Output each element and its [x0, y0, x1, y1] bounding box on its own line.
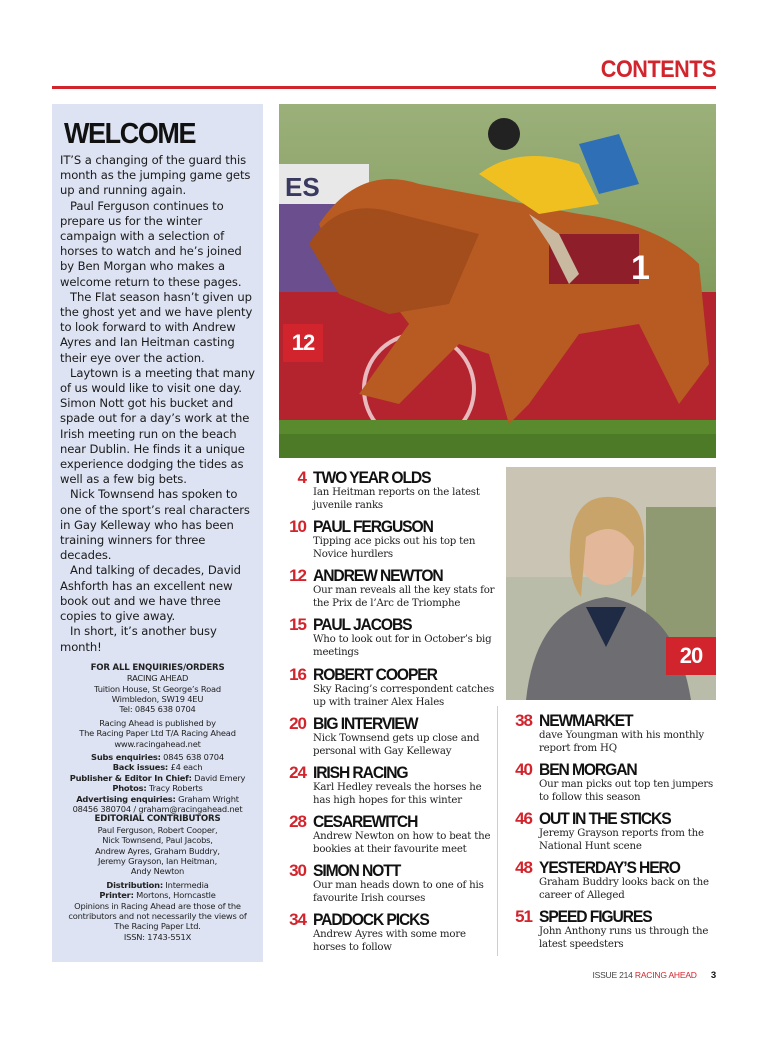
publication-info	[60, 663, 255, 943]
welcome-paragraph: Nick Townsend has spoken to one of the sport’s real characters in Gay Kelleway who has been training winners for three decades.	[60, 487, 250, 563]
toc-description: Sky Racing’s correspondent catches up with trainer Alex Hales	[313, 684, 494, 708]
welcome-paragraph: And talking of decades, David Ashforth has an excellent new book out and we have three copies to give away.	[60, 563, 241, 624]
disclaimer-line: The Racing Paper Ltd.	[114, 921, 201, 932]
enquiries-heading: FOR ALL ENQUIRIES/ORDERS	[90, 662, 225, 673]
toc-description: dave Youngman with his monthly report from HQ	[539, 730, 704, 754]
welcome-body	[60, 153, 255, 655]
toc-page-number: 16	[289, 665, 306, 684]
saddle-cloth-number: 1	[631, 249, 650, 287]
toc-description: Who to look out for in October’s big meetings	[313, 634, 492, 658]
page-footer	[592, 970, 716, 981]
photos-line: Photos: Tracy Roberts	[112, 783, 203, 794]
toc-item[interactable]	[502, 761, 714, 804]
hero-page-badge: 12	[283, 324, 323, 362]
toc-title: IRISH RACING	[313, 763, 408, 782]
toc-description: Andrew Ayres with some more horses to follow	[313, 929, 466, 953]
toc-title: ROBERT COOPER	[313, 665, 437, 684]
hero-racing-photo	[279, 104, 716, 458]
toc-page-number: 15	[289, 615, 306, 634]
toc-item[interactable]	[276, 813, 498, 856]
toc-description: Our man picks out top ten jumpers to follow this season	[539, 779, 714, 803]
editor-line: Publisher & Editor In Chief: David Emery	[69, 772, 246, 783]
toc-description: Our man reveals all the key stats for the Prix de l’Arc de Triomphe	[313, 585, 495, 609]
toc-page-number: 40	[515, 760, 532, 779]
toc-title: PADDOCK PICKS	[313, 910, 429, 929]
toc-page-number: 12	[289, 566, 306, 585]
page-number: 3	[710, 970, 716, 981]
toc-title: PAUL FERGUSON	[313, 517, 433, 536]
toc-item[interactable]	[502, 712, 714, 755]
toc-title: BIG INTERVIEW	[313, 714, 418, 733]
toc-page-number: 46	[515, 809, 532, 828]
toc-item[interactable]	[276, 715, 498, 758]
toc-page-number: 4	[297, 468, 306, 487]
welcome-sidebar	[52, 104, 263, 962]
contributors-heading: EDITORIAL CONTRIBUTORS	[94, 814, 221, 825]
toc-description: Our man heads down to one of his favourite Irish courses	[313, 880, 484, 904]
toc-description: John Anthony runs us through the latest speedsters	[539, 926, 709, 950]
welcome-paragraph: In short, it’s another busy month!	[60, 624, 217, 654]
welcome-paragraph: The Flat season hasn’t given up the ghost yet and we have plenty to look forward to with Andrew Ayres and Ian Heitman casting their eye over the action.	[60, 289, 253, 365]
toc-item[interactable]	[276, 469, 498, 512]
toc-title: NEWMARKET	[539, 711, 633, 730]
toc-page-number: 10	[289, 517, 306, 536]
contributors-line: Nick Townsend, Paul Jacobs,	[102, 835, 213, 846]
portrait-photo	[506, 467, 716, 700]
address-line: Tuition House, St George’s Road	[94, 683, 221, 694]
toc-title: SPEED FIGURES	[539, 907, 652, 926]
toc-page-number: 48	[515, 858, 532, 877]
welcome-paragraph: Laytown is a meeting that many of us would like to visit one day. Simon Nott got his bucket and spade out for a day’s work at the Irish meeting run on the beach near Dublin. He finds it a unique experience dodging the tides as well as a few big bets.	[60, 365, 255, 487]
portrait-page-badge: 20	[666, 637, 716, 675]
toc-description: Karl Hedley reveals the horses he has high hopes for this winter	[313, 782, 482, 806]
racing-illustration	[279, 104, 716, 458]
toc-page-number: 34	[289, 910, 306, 929]
advertising-line: Advertising enquiries: Graham Wright	[76, 793, 239, 804]
toc-title: TWO YEAR OLDS	[313, 468, 431, 487]
publisher-line: Racing Ahead is published by	[99, 717, 216, 728]
toc-page-number: 51	[515, 907, 532, 926]
disclaimer-line: Opinions in Racing Ahead are those of the	[74, 900, 241, 911]
subs-line: Subs enquiries: 0845 638 0704	[91, 751, 224, 762]
toc-title: BEN MORGAN	[539, 760, 637, 779]
toc-item[interactable]	[276, 862, 498, 905]
welcome-paragraph: IT’S a changing of the guard this month as the jumping game gets up and running again.	[60, 153, 251, 198]
issue-number: ISSUE 214	[592, 970, 633, 980]
welcome-title: WELCOME	[64, 118, 196, 150]
toc-title: YESTERDAY’S HERO	[539, 858, 680, 877]
toc-item[interactable]	[276, 764, 498, 807]
toc-item[interactable]	[276, 666, 498, 709]
welcome-paragraph: Paul Ferguson continues to prepare us for the winter campaign with a selection of horses to watch and he’s joined by Ben Morgan who makes a welcome return to these pages.	[60, 198, 242, 289]
toc-item[interactable]	[502, 908, 714, 951]
toc-description: Nick Townsend gets up close and personal with Gay Kelleway	[313, 733, 480, 757]
toc-description: Jeremy Grayson reports from the National Hunt scene	[539, 828, 704, 852]
banner-text: ES	[285, 172, 320, 202]
distribution-line: Distribution: Intermedia	[106, 879, 209, 890]
toc-title: SIMON NOTT	[313, 861, 401, 880]
telephone: Tel: 0845 638 0704	[119, 704, 196, 715]
toc-item[interactable]	[276, 567, 498, 610]
toc-item[interactable]	[276, 616, 498, 659]
toc-title: PAUL JACOBS	[313, 615, 412, 634]
page-title: CONTENTS	[600, 56, 716, 83]
contributors-line: Andrew Ayres, Graham Buddry,	[95, 845, 220, 856]
contributors-line: Andy Newton	[130, 866, 185, 877]
toc-description: Andrew Newton on how to beat the bookies at their favourite meet	[313, 831, 491, 855]
toc-item[interactable]	[502, 810, 714, 853]
disclaimer-line: contributors and not necessarily the views of	[68, 911, 247, 922]
toc-title: ANDREW NEWTON	[313, 566, 443, 585]
toc-page-number: 30	[289, 861, 306, 880]
advertising-contact: 08456 380704 / graham@racingahead.net	[72, 803, 243, 814]
contributors-line: Jeremy Grayson, Ian Heitman,	[97, 856, 218, 867]
toc-item[interactable]	[276, 518, 498, 561]
toc-page-number: 24	[289, 763, 306, 782]
company-name: RACING AHEAD	[126, 673, 189, 684]
toc-page-number: 38	[515, 711, 532, 730]
toc-item[interactable]	[502, 859, 714, 902]
toc-page-number: 28	[289, 812, 306, 831]
issn: ISSN: 1743-551X	[123, 931, 192, 942]
toc-description: Tipping ace picks out his top ten Novice hurdlers	[313, 536, 476, 560]
toc-page-number: 20	[289, 714, 306, 733]
contributors-line: Paul Ferguson, Robert Cooper,	[97, 824, 218, 835]
back-issues-line: Back issues: £4 each	[112, 762, 203, 773]
publisher-line: The Racing Paper Ltd T/A Racing Ahead	[79, 728, 236, 739]
website: www.racingahead.net	[114, 738, 201, 749]
toc-description: Ian Heitman reports on the latest juvenile ranks	[313, 487, 480, 511]
printer-line: Printer: Mortons, Horncastle	[99, 890, 216, 901]
header-rule	[52, 86, 716, 89]
toc-title: CESAREWITCH	[313, 812, 418, 831]
magazine-brand: RACING AHEAD	[634, 970, 697, 980]
toc-title: OUT IN THE STICKS	[539, 809, 671, 828]
toc-description: Graham Buddry looks back on the career of Alleged	[539, 877, 709, 901]
column-divider	[497, 706, 498, 956]
address-line: Wimbledon, SW19 4EU	[111, 693, 204, 704]
toc-item[interactable]	[276, 911, 498, 954]
